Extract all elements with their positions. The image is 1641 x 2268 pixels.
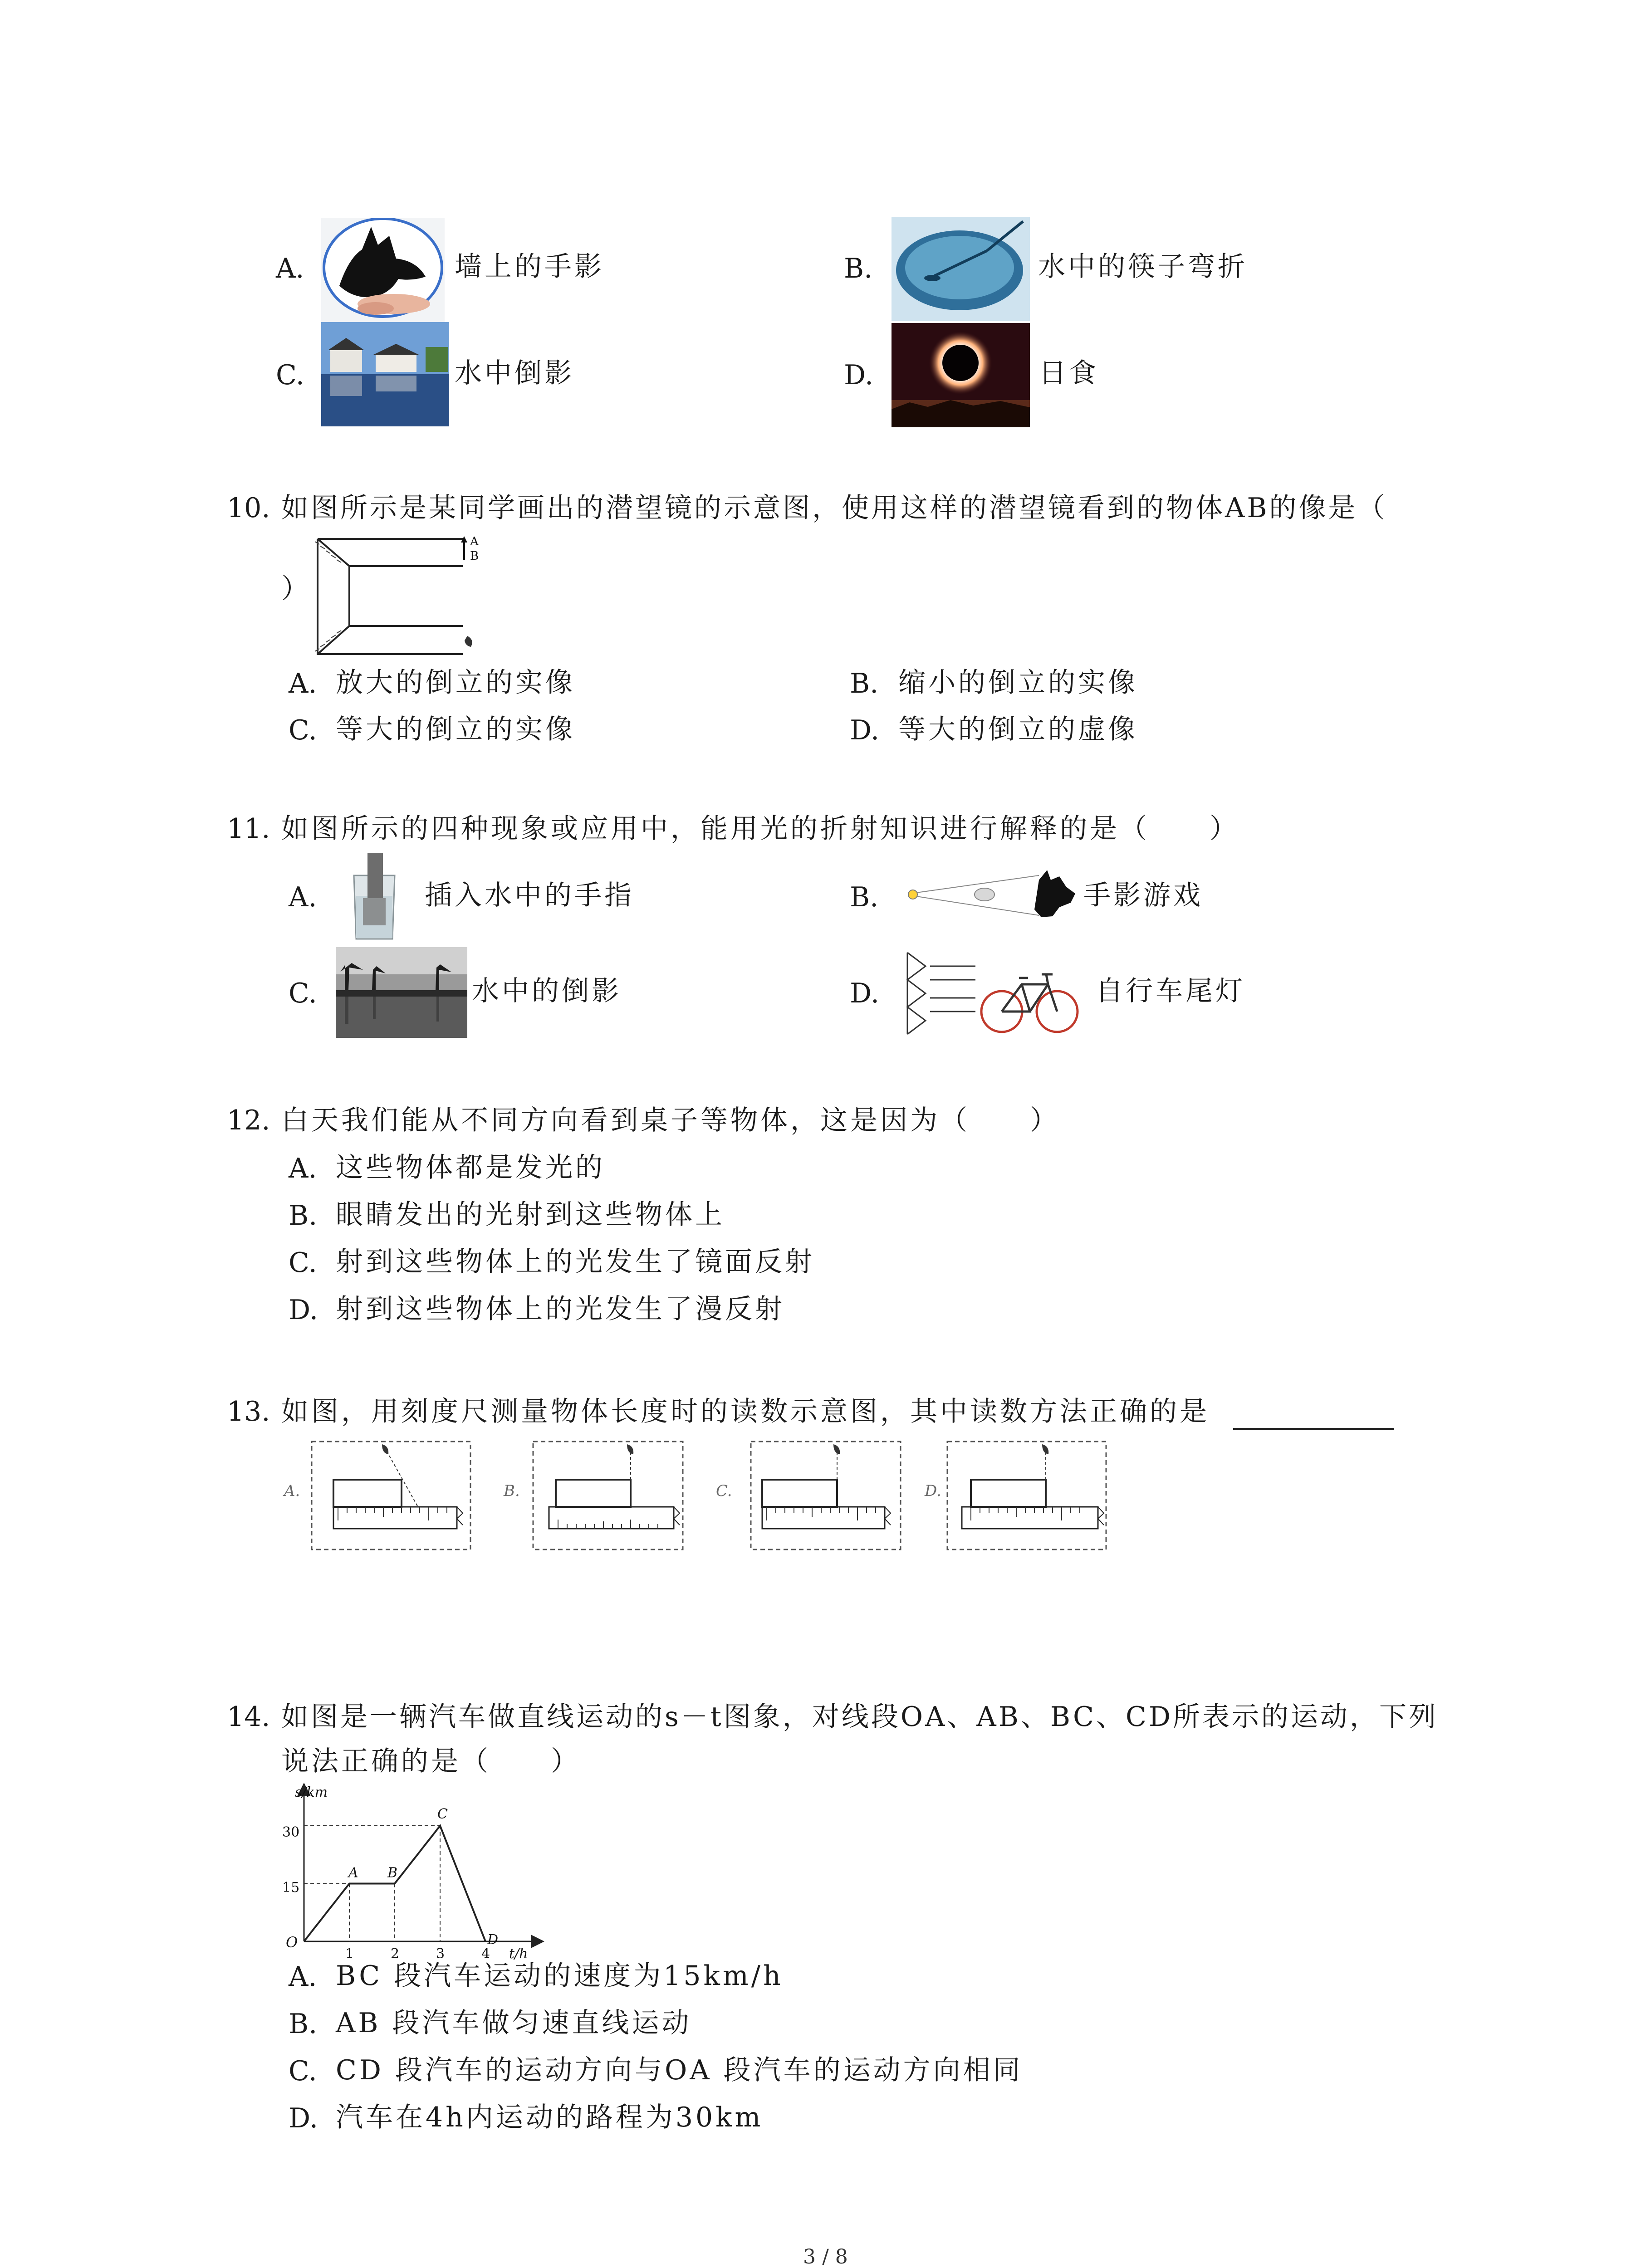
q11-option-a-letter: A. bbox=[289, 881, 317, 913]
point-label-d: D bbox=[487, 1932, 499, 1948]
q11-option-c-letter: C. bbox=[289, 978, 317, 1009]
q14-option-c-letter: C. bbox=[289, 2055, 317, 2087]
q10-option-a-text: 放大的倒立的实像 bbox=[336, 667, 575, 699]
q14-option-d-text: 汽车在4h内运动的路程为30km bbox=[336, 2102, 764, 2133]
ruler-fig-c-letter: C. bbox=[716, 1482, 732, 1500]
q14-option-a-text: BC 段汽车运动的速度为15km/h bbox=[336, 1960, 784, 1992]
q14-option-c-text: CD 段汽车的运动方向与OA 段汽车的运动方向相同 bbox=[336, 2054, 1023, 2086]
periscope-figure bbox=[313, 535, 495, 658]
q10-option-c-letter: C. bbox=[289, 714, 317, 746]
q12-option-b-letter: B. bbox=[289, 1200, 318, 1232]
q13-number: 13. bbox=[227, 1396, 270, 1427]
q11-option-d-letter: D. bbox=[850, 978, 880, 1009]
q10-option-b-letter: B. bbox=[850, 668, 879, 699]
point-label-c: C bbox=[437, 1806, 448, 1822]
q10-option-d-text: 等大的倒立的虚像 bbox=[898, 714, 1138, 745]
q10-number: 10. bbox=[227, 492, 270, 524]
solar-eclipse-image bbox=[892, 323, 1030, 427]
q10-stem: 如图所示是某同学画出的潜望镜的示意图，使用这样的潜望镜看到的物体AB的像是（ bbox=[281, 492, 1387, 524]
q13-answer-blank bbox=[1233, 1428, 1394, 1430]
ruler-fig-b-letter: B. bbox=[504, 1482, 520, 1500]
q12-option-d-text: 射到这些物体上的光发生了漫反射 bbox=[336, 1293, 785, 1325]
q12-option-c-text: 射到这些物体上的光发生了镜面反射 bbox=[336, 1246, 815, 1278]
q11-number: 11. bbox=[227, 813, 270, 845]
page-number: 3 / 8 bbox=[803, 2245, 848, 2268]
st-graph bbox=[272, 1780, 544, 1962]
q9-option-c-letter: C. bbox=[276, 359, 304, 391]
q14-number: 14. bbox=[227, 1701, 270, 1733]
q14-option-b-letter: B. bbox=[289, 2008, 318, 2040]
q12-option-b-text: 眼睛发出的光射到这些物体上 bbox=[336, 1199, 725, 1231]
ruler-fig-a-letter: A. bbox=[284, 1482, 300, 1500]
q11-option-a-text: 插入水中的手指 bbox=[425, 880, 634, 911]
q10-stem-close: ） bbox=[281, 573, 311, 605]
y-tick-15: 15 bbox=[282, 1880, 300, 1896]
x-tick-1: 1 bbox=[345, 1946, 354, 1962]
hand-shadow-game-image bbox=[903, 866, 1078, 921]
q9-option-a-text: 墙上的手影 bbox=[455, 251, 604, 283]
eye-icon bbox=[465, 636, 472, 647]
origin-label: O bbox=[286, 1934, 298, 1951]
q10-option-d-letter: D. bbox=[850, 714, 880, 746]
q10-option-a-letter: A. bbox=[289, 668, 317, 699]
water-reflection-image bbox=[321, 322, 449, 426]
q11-stem: 如图所示的四种现象或应用中，能用光的折射知识进行解释的是（ ） bbox=[281, 813, 1239, 845]
periscope-label-b: B bbox=[470, 549, 479, 563]
x-tick-3: 3 bbox=[436, 1946, 445, 1962]
y-axis-label: s/km bbox=[295, 1784, 328, 1800]
x-axis-label: t/h bbox=[509, 1946, 528, 1962]
q14-option-d-letter: D. bbox=[289, 2102, 318, 2134]
ruler-fig-d-letter: D. bbox=[925, 1482, 941, 1500]
q14-option-b-text: AB 段汽车做匀速直线运动 bbox=[336, 2007, 692, 2039]
q14-option-a-letter: A. bbox=[289, 1961, 317, 1993]
bicycle-taillight-image bbox=[903, 948, 1084, 1039]
q11-option-d-text: 自行车尾灯 bbox=[1096, 975, 1245, 1007]
q10-option-b-text: 缩小的倒立的实像 bbox=[898, 667, 1138, 699]
q9-option-d-text: 日食 bbox=[1039, 357, 1099, 389]
q9-option-d-letter: D. bbox=[844, 359, 874, 391]
q10-option-c-text: 等大的倒立的实像 bbox=[336, 714, 575, 745]
q11-option-c-text: 水中的倒影 bbox=[472, 975, 622, 1007]
q12-option-c-letter: C. bbox=[289, 1247, 317, 1279]
q14-stem-line2: 说法正确的是（ ） bbox=[281, 1745, 581, 1777]
q14-stem: 如图是一辆汽车做直线运动的s－t图象，对线段OA、AB、BC、CD所表示的运动，下列 bbox=[281, 1701, 1438, 1733]
ruler-reading-figure bbox=[281, 1438, 1112, 1556]
y-tick-30: 30 bbox=[282, 1824, 300, 1840]
bridge-reflection-image bbox=[336, 947, 467, 1038]
point-label-a: A bbox=[348, 1865, 358, 1881]
finger-in-water-image bbox=[336, 853, 413, 943]
q12-number: 12. bbox=[227, 1105, 270, 1136]
q12-stem: 白天我们能从不同方向看到桌子等物体，这是因为（ ） bbox=[281, 1105, 1060, 1136]
q12-option-a-text: 这些物体都是发光的 bbox=[336, 1152, 605, 1183]
chopstick-water-image bbox=[892, 217, 1030, 321]
x-tick-4: 4 bbox=[481, 1946, 490, 1962]
q13-stem: 如图，用刻度尺测量物体长度时的读数示意图，其中读数方法正确的是 bbox=[281, 1396, 1210, 1427]
hand-shadow-image bbox=[321, 218, 445, 322]
q12-option-a-letter: A. bbox=[289, 1153, 317, 1184]
q9-option-b-text: 水中的筷子弯折 bbox=[1038, 251, 1248, 283]
q12-option-d-letter: D. bbox=[289, 1294, 318, 1326]
q11-option-b-text: 手影游戏 bbox=[1083, 880, 1203, 911]
periscope-label-a: A bbox=[470, 535, 479, 548]
q9-option-c-text: 水中倒影 bbox=[455, 357, 574, 389]
q9-option-a-letter: A. bbox=[276, 253, 304, 284]
q11-option-b-letter: B. bbox=[850, 881, 879, 913]
q9-option-b-letter: B. bbox=[844, 253, 873, 284]
x-tick-2: 2 bbox=[391, 1946, 400, 1962]
point-label-b: B bbox=[387, 1865, 398, 1881]
